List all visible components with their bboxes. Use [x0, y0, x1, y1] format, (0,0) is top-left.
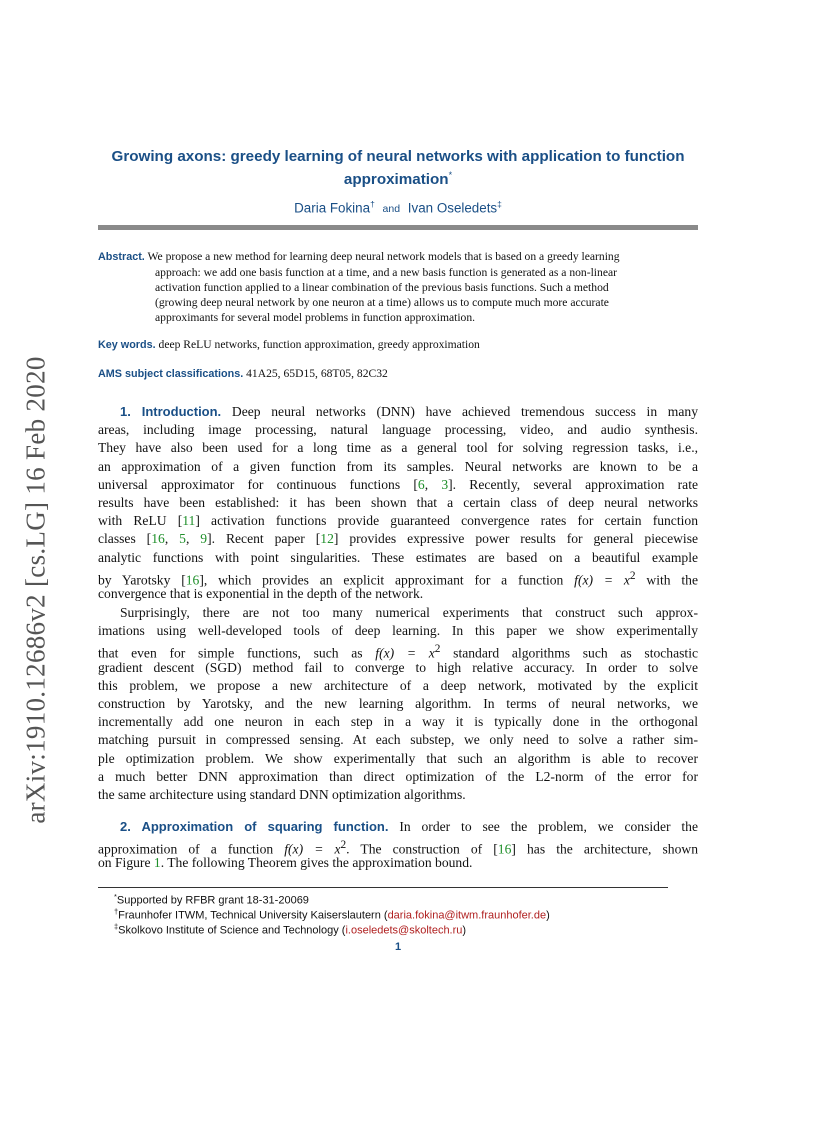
text-line: areas, including image processing, natural language processing, video, and audio synthesis.: [98, 422, 698, 438]
text-segment: ], which provides an explicit approximant for a function: [199, 572, 564, 588]
text-segment: . The following Theorem gives the approximation bound.: [160, 855, 473, 871]
citation-link[interactable]: 6: [417, 476, 425, 492]
footnote-mark: ‡: [114, 922, 119, 931]
text-line: analytic functions with point singularities. These estimates are based on a beautiful example: [98, 549, 698, 565]
text-line: gradient descent (SGD) method fail to converge to high relative accuracy. In order to solve: [98, 659, 698, 675]
text-line: this problem, we propose a new architecture of a deep network, motivated by the explicit: [98, 677, 698, 693]
text-line: convergence that is exponential in the depth of the network.: [98, 585, 424, 601]
authors: [96, 199, 700, 215]
email-link[interactable]: i.oseledets@skoltech.ru: [345, 924, 463, 937]
footnote-text: ): [546, 909, 550, 922]
text-segment: approximation of a function: [98, 841, 274, 857]
text-segment: that even for simple functions, such as: [98, 645, 363, 661]
figure-link[interactable]: 1: [153, 855, 161, 871]
text-line: a much better DNN approximation than direct optimization of the L2-norm of the error for: [98, 768, 698, 784]
authors-and: and: [382, 203, 401, 216]
email-link[interactable]: daria.fokina@itwm.fraunhofer.de: [387, 909, 547, 922]
ams-classifications: [98, 367, 698, 380]
keywords-label: Key words.: [98, 339, 156, 351]
abstract-line: We propose a new method for learning deep neural network models that is based on a greedy learning: [147, 250, 620, 263]
text-segment: universal approximator for continuous functions [: [98, 476, 418, 492]
abstract-label: Abstract.: [98, 251, 145, 263]
footnote-1: [114, 892, 309, 907]
text-segment: ]. Recently, several approximation rate: [448, 476, 698, 492]
math-exponent: 2: [434, 643, 441, 656]
text-line: Surprisingly, there are not too many numerical experiments that construct such approx-: [120, 605, 698, 620]
citation-link[interactable]: 16: [185, 572, 200, 588]
abstract-line: (growing deep neural network by one neuron at a time) allows us to compute much more accurate: [155, 296, 609, 309]
title-rule: [98, 225, 698, 230]
citation-link[interactable]: 16: [497, 841, 512, 857]
math-exponent: 2: [340, 839, 347, 852]
math-exponent: 2: [629, 569, 636, 582]
text-segment: standard algorithms such as stochastic: [453, 645, 699, 661]
math-expr: (x) = x: [379, 645, 435, 661]
introduction-paragraph: 1. Introduction. Deep neural networks (DNN) have achieved tremendous success in many areas, including image processing, natural language processing, video, and audio synthesis. They have also been used for a long time as a general tool for solving regression tasks, i.e., an approximation of a given function from its samples. Neural networks are known to be a universal approximator for continuous functions [6, 3]. Recently, several approximation rate results have been established: it has been shown that a certain class of deep neural networks with ReLU [11] activation functions provide guaranteed convergence rates for certain function classes [16, 5, 9]. Recent paper [12] provides expressive power results for general piecewise analytic functions with point singularities. These estimates are based on a beautiful example by Yarotsky [16], which provides an explicit approximant for a function $f(x) = x^2$ with the convergence that is exponential in the depth of the network.: [98, 403, 698, 603]
footnote-mark: *: [114, 892, 117, 901]
citation-link[interactable]: 3: [441, 476, 449, 492]
citation-link[interactable]: 12: [320, 531, 334, 547]
footnote-text: Supported by RFBR grant 18-31-20069: [116, 894, 309, 907]
keywords: [98, 338, 698, 351]
ams-label: AMS subject classifications.: [98, 368, 244, 380]
citation-link[interactable]: 16: [151, 531, 165, 547]
title-line-2: approximation: [343, 171, 449, 189]
text-line: incrementally add one neuron in each step in a way it is typically done in the orthogonal: [98, 714, 698, 730]
text-line: results have been established: it has been shown that a certain class of deep neural networks: [98, 494, 698, 510]
text-line: ple optimization problem. We show experimentally that such an algorithm is able to recover: [98, 750, 698, 766]
math-expr: (x) = x: [288, 841, 341, 857]
footnote-text: Skolkovo Institute of Science and Technology (: [118, 924, 346, 937]
math-f: f: [284, 841, 289, 857]
keywords-text: deep ReLU networks, function approximation, greedy approximation: [158, 338, 480, 351]
text-segment: ,: [424, 476, 442, 492]
math-f: f: [375, 645, 380, 661]
math-f: f: [574, 572, 578, 588]
text-segment: with the: [646, 572, 698, 588]
footnote-text: Fraunhofer ITWM, Technical University Kaiserslautern (: [118, 909, 388, 922]
text-segment: In order to see the problem, we consider the: [399, 819, 698, 834]
paper-title: [96, 148, 700, 189]
text-segment: ] provides expressive power results for general piecewise: [333, 531, 699, 547]
ams-text: 41A25, 65D15, 68T05, 82C32: [246, 367, 388, 380]
footnote-mark: †: [114, 907, 119, 916]
footnote-text: ): [462, 924, 467, 937]
section-2-paragraph: [98, 818, 698, 873]
text-segment: with ReLU [: [98, 513, 183, 529]
text-line: construction by Yarotsky, and the new learning algorithm. In terms of neural networks, we: [98, 695, 698, 711]
title-footnote-mark: *: [448, 170, 453, 180]
abstract-line: approach: we add one basis function at a time, and a new basis function is generated as a non-linear: [155, 266, 617, 279]
footnote-2: [114, 907, 550, 922]
text-segment: by Yarotsky [: [98, 572, 186, 588]
text-line: matching pursuit in compressed sensing. At each substep, we only need to solve a rather sim-: [98, 732, 698, 748]
footnote-3: [114, 922, 466, 937]
text-segment: ] activation functions provide guaranteed convergence rates for certain function: [195, 513, 698, 529]
math-expr: (x) = x: [577, 572, 630, 588]
citation-link[interactable]: 9: [200, 531, 208, 547]
arxiv-identifier: arXiv:1910.12686v2 [cs.LG] 16 Feb 2020: [20, 356, 51, 824]
text-segment: . The construction of [: [346, 841, 498, 857]
citation-link[interactable]: 11: [182, 513, 196, 529]
text-line: the same architecture using standard DNN optimization algorithms.: [98, 786, 466, 802]
author-1-mark: †: [370, 199, 375, 209]
text-segment: ]. Recent paper [: [207, 531, 321, 547]
text-segment: ] has the architecture, shown: [511, 841, 698, 857]
page-number: 1: [394, 941, 402, 953]
abstract: [98, 249, 698, 325]
paragraph-2: [98, 604, 698, 804]
author-2: Ivan Oseledets: [407, 200, 498, 216]
abstract-line: activation function applied to a linear combination of the previous basis functions. Such a method: [155, 281, 609, 294]
section-1-heading: 1. Introduction.: [120, 404, 222, 419]
text-segment: on Figure: [98, 855, 151, 871]
text-segment: classes [: [98, 531, 152, 547]
text-line: They have also been used for a long time as a general tool for solving regression tasks, i.e.,: [98, 440, 698, 456]
author-1: Daria Fokina: [294, 200, 371, 216]
text-line: an approximation of a given function from its samples. Neural networks are known to be a: [98, 458, 698, 474]
text-line: Deep neural networks (DNN) have achieved tremendous success in many: [231, 404, 699, 419]
citation-link[interactable]: 5: [179, 531, 186, 547]
text-line: imations using well-developed tools of deep learning. In this paper we show experimentally: [98, 623, 698, 639]
section-2-heading: 2. Approximation of squaring function.: [120, 819, 389, 834]
abstract-line: approximants for several model problems in function approximation.: [155, 311, 476, 324]
title-line-1: Growing axons: greedy learning of neural networks with application to function: [111, 148, 685, 165]
author-2-mark: ‡: [497, 199, 502, 209]
footnote-rule: [98, 887, 668, 888]
arxiv-sidebar: [18, 350, 54, 830]
